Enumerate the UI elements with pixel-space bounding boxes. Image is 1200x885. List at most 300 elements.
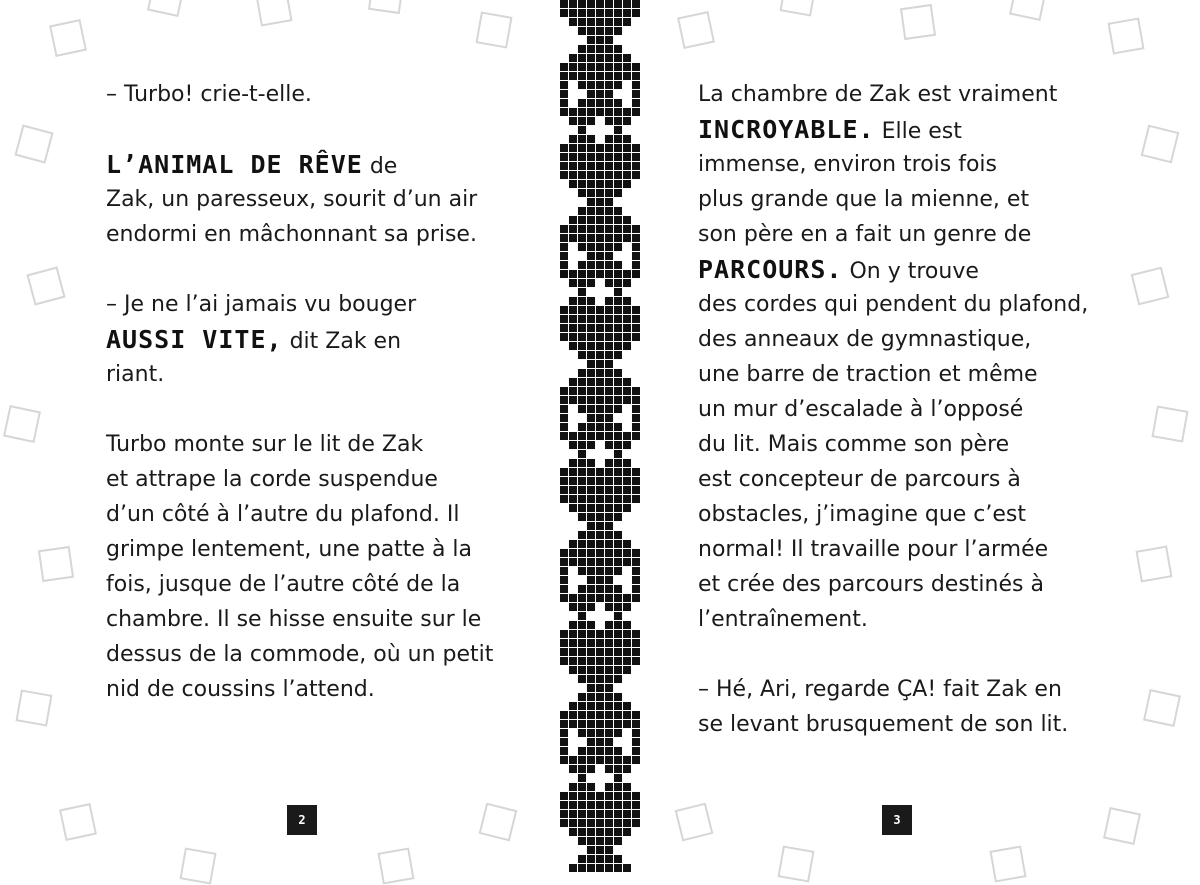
spine-pixel	[587, 63, 595, 71]
spine-pixel	[632, 648, 640, 656]
spine-pixel	[614, 657, 622, 665]
spine-pixel	[614, 540, 622, 548]
spine-pixel	[632, 720, 640, 728]
spine-pixel	[605, 504, 613, 512]
spine-pixel	[596, 243, 604, 251]
spine-pixel	[605, 108, 613, 116]
spine-pixel	[578, 162, 586, 170]
spine-pixel	[578, 477, 586, 485]
spine-pixel	[605, 45, 613, 53]
spine-pixel	[614, 243, 622, 251]
spine-pixel	[587, 171, 595, 179]
spine-pixel	[587, 810, 595, 818]
spine-pixel	[560, 585, 568, 593]
spine-pixel	[605, 270, 613, 278]
spine-pixel	[605, 162, 613, 170]
spine-pixel	[605, 180, 613, 188]
spine-pixel	[578, 495, 586, 503]
spine-pixel	[623, 594, 631, 602]
spine-pixel	[587, 531, 595, 539]
text-segment: Elle est	[874, 119, 962, 144]
spine-pixel	[596, 342, 604, 350]
spine-pixel	[569, 54, 577, 62]
spine-pixel	[587, 225, 595, 233]
text-line	[106, 287, 493, 322]
spine-pixel	[596, 423, 604, 431]
spine-pixel	[569, 810, 577, 818]
spine-pixel	[587, 81, 595, 89]
spine-pixel	[587, 324, 595, 332]
spine-pixel	[587, 180, 595, 188]
text-segment: chambre. Il se hisse ensuite sur le	[106, 607, 482, 632]
spine-pixel	[578, 774, 586, 782]
spine-pixel	[569, 270, 577, 278]
spine-pixel	[596, 693, 604, 701]
spine-pixel	[614, 837, 622, 845]
spine-pixel	[587, 621, 595, 629]
spine-pixel	[614, 567, 622, 575]
spine-pixel	[605, 216, 613, 224]
spine-pixel	[578, 603, 586, 611]
spine-pixel	[569, 387, 577, 395]
spine-pixel	[596, 81, 604, 89]
spine-pixel	[614, 99, 622, 107]
decorative-square	[179, 847, 216, 884]
spine-pixel	[605, 54, 613, 62]
spine-pixel	[605, 378, 613, 386]
spine-pixel	[623, 486, 631, 494]
text-segment: Turbo monte sur le lit de Zak	[106, 432, 424, 457]
spine-pixel	[596, 558, 604, 566]
spine-pixel	[614, 171, 622, 179]
spine-pixel	[614, 558, 622, 566]
spine-pixel	[614, 675, 622, 683]
spine-pixel	[632, 144, 640, 152]
text-line	[698, 532, 1088, 567]
text-line	[698, 287, 1088, 322]
spine-pixel	[605, 549, 613, 557]
spine-pixel	[578, 486, 586, 494]
text-line	[698, 147, 1088, 182]
decorative-square	[779, 0, 816, 17]
spine-pixel	[587, 783, 595, 791]
spine-pixel	[587, 477, 595, 485]
spine-pixel	[605, 522, 613, 530]
spine-pixel	[614, 459, 622, 467]
spine-pixel	[623, 468, 631, 476]
spine-pixel	[632, 306, 640, 314]
spine-pixel	[605, 729, 613, 737]
spine-pixel	[596, 855, 604, 863]
spine-pixel	[596, 756, 604, 764]
spine-pixel	[560, 432, 568, 440]
spine-pixel	[578, 189, 586, 197]
spine-pixel	[632, 495, 640, 503]
spine-pixel	[578, 585, 586, 593]
spine-pixel	[632, 72, 640, 80]
spine-pixel	[560, 333, 568, 341]
spine-pixel	[569, 18, 577, 26]
spine-pixel	[569, 504, 577, 512]
spine-pixel	[596, 234, 604, 242]
spine-pixel	[596, 594, 604, 602]
spine-pixel	[560, 99, 568, 107]
spine-pixel	[632, 396, 640, 404]
text-segment: fois, jusque de l’autre côté de la	[106, 572, 461, 597]
spine-pixel	[614, 765, 622, 773]
spine-pixel	[560, 234, 568, 242]
decorative-square	[368, 0, 404, 14]
spine-pixel	[614, 756, 622, 764]
text-segment: son père en a fait un genre de	[698, 222, 1032, 247]
spine-pixel	[605, 657, 613, 665]
spine-pixel	[578, 450, 586, 458]
spine-pixel	[623, 135, 631, 143]
spine-pixel	[632, 171, 640, 179]
spine-pixel	[632, 153, 640, 161]
spine-pixel	[632, 252, 640, 260]
spine-pixel	[587, 756, 595, 764]
spine-pixel	[560, 324, 568, 332]
spine-pixel	[605, 9, 613, 17]
spine-pixel	[587, 540, 595, 548]
spine-pixel	[587, 162, 595, 170]
spine-pixel	[614, 324, 622, 332]
spine-pixel	[632, 234, 640, 242]
spine-pixel	[623, 792, 631, 800]
spine-pixel	[605, 396, 613, 404]
text-line	[106, 147, 493, 182]
spine-pixel	[578, 675, 586, 683]
text-segment: La chambre de Zak est vraiment	[698, 82, 1058, 107]
spine-pixel	[587, 135, 595, 143]
decorative-square	[26, 266, 65, 305]
spine-pixel	[578, 531, 586, 539]
spine-pixel	[605, 738, 613, 746]
spine-pixel	[578, 423, 586, 431]
decorative-square	[377, 847, 414, 884]
spine-pixel	[569, 756, 577, 764]
text-segment: On y trouve	[842, 259, 979, 284]
spine-pixel	[632, 630, 640, 638]
decorative-square	[255, 0, 292, 27]
spine-pixel	[605, 189, 613, 197]
spine-pixel	[614, 819, 622, 827]
spine-pixel	[614, 216, 622, 224]
spine-pixel	[578, 405, 586, 413]
spine-pixel	[614, 18, 622, 26]
spine-pixel	[578, 459, 586, 467]
spine-pixel	[578, 54, 586, 62]
decorative-square	[59, 803, 97, 841]
spine-pixel	[587, 342, 595, 350]
spine-pixel	[605, 711, 613, 719]
spine-pixel	[587, 153, 595, 161]
spine-pixel	[605, 513, 613, 521]
text-segment: – Hé, Ari, regarde ÇA! fait Zak en	[698, 677, 1062, 702]
text-segment: endormi en mâchonnant sa prise.	[106, 222, 477, 247]
spine-pixel	[596, 27, 604, 35]
decorative-square	[1143, 689, 1181, 727]
spine-pixel	[623, 54, 631, 62]
spine-pixel	[614, 405, 622, 413]
spine-pixel	[587, 684, 595, 692]
spine-pixel	[569, 297, 577, 305]
spine-pixel	[632, 729, 640, 737]
decorative-square	[1009, 0, 1047, 21]
spine-pixel	[605, 306, 613, 314]
spine-pixel	[605, 783, 613, 791]
spine-pixel	[578, 81, 586, 89]
spine-pixel	[596, 198, 604, 206]
spine-pixel	[587, 459, 595, 467]
spine-pixel	[605, 135, 613, 143]
spine-pixel	[614, 144, 622, 152]
page-number: 2	[287, 805, 317, 835]
spine-pixel	[578, 657, 586, 665]
spine-pixel	[605, 315, 613, 323]
spine-pixel	[632, 657, 640, 665]
spine-pixel	[596, 846, 604, 854]
spine-pixel	[578, 369, 586, 377]
spine-pixel	[578, 135, 586, 143]
spine-pixel	[623, 63, 631, 71]
spine-pixel	[596, 324, 604, 332]
spine-pixel	[587, 54, 595, 62]
spine-pixel	[578, 441, 586, 449]
spine-pixel	[587, 198, 595, 206]
spine-pixel	[569, 315, 577, 323]
spine-pixel	[605, 225, 613, 233]
spine-pixel	[596, 729, 604, 737]
spine-pixel	[623, 864, 631, 872]
spine-pixel	[632, 468, 640, 476]
spine-pixel	[605, 432, 613, 440]
spine-pixel	[587, 720, 595, 728]
spine-pixel	[614, 486, 622, 494]
spine-pixel	[614, 81, 622, 89]
left-page	[0, 0, 560, 872]
spine-pixel	[605, 540, 613, 548]
spine-pixel	[605, 702, 613, 710]
spine-pixel	[578, 837, 586, 845]
spine-pixel	[578, 558, 586, 566]
spine-pixel	[623, 279, 631, 287]
spine-pixel	[578, 351, 586, 359]
decorative-square	[147, 0, 185, 17]
spine-pixel	[605, 846, 613, 854]
spine-pixel	[632, 9, 640, 17]
spine-pixel	[587, 549, 595, 557]
spine-pixel	[605, 585, 613, 593]
text-segment: obstacles, j’imagine que c’est	[698, 502, 1027, 527]
text-segment: dit Zak en	[282, 329, 402, 354]
spine-pixel	[569, 594, 577, 602]
spine-pixel	[605, 666, 613, 674]
spine-pixel	[623, 630, 631, 638]
spine-pixel	[596, 540, 604, 548]
spine-pixel	[560, 108, 568, 116]
spine-pixel	[578, 432, 586, 440]
spine-pixel	[587, 423, 595, 431]
spine-pixel	[596, 702, 604, 710]
spine-pixel	[623, 639, 631, 647]
spine-pixel	[569, 117, 577, 125]
spine-pixel	[587, 711, 595, 719]
spine-pixel	[578, 513, 586, 521]
spine-pixel	[596, 675, 604, 683]
text-segment: grimpe lentement, une patte à la	[106, 537, 473, 562]
spine-pixel	[578, 270, 586, 278]
spine-pixel	[614, 153, 622, 161]
text-segment: des cordes qui pendent du plafond,	[698, 292, 1089, 317]
decorative-square	[1131, 267, 1170, 306]
spine-pixel	[596, 9, 604, 17]
spine-pixel	[605, 576, 613, 584]
spine-pixel	[605, 243, 613, 251]
spine-pixel	[587, 414, 595, 422]
spine-pixel	[623, 459, 631, 467]
pixel-emphasis-text: INCROYABLE.	[698, 115, 875, 144]
spine-pixel	[578, 207, 586, 215]
text-line	[698, 602, 1088, 637]
spine-pixel	[614, 441, 622, 449]
spine-pixel	[587, 702, 595, 710]
spine-pixel	[614, 306, 622, 314]
spine-pixel	[614, 729, 622, 737]
spine-pixel	[587, 819, 595, 827]
spine-pixel	[632, 819, 640, 827]
spine-pixel	[596, 828, 604, 836]
text-line	[106, 77, 493, 112]
spine-pixel	[596, 171, 604, 179]
spine-pixel	[605, 459, 613, 467]
spine-pixel	[569, 72, 577, 80]
spine-pixel	[623, 180, 631, 188]
spine-pixel	[596, 36, 604, 44]
spine-pixel	[569, 171, 577, 179]
spine-pixel	[623, 225, 631, 233]
spine-pixel	[569, 324, 577, 332]
spine-pixel	[578, 747, 586, 755]
spine-pixel	[614, 513, 622, 521]
spine-pixel	[614, 864, 622, 872]
spine-pixel	[596, 576, 604, 584]
spine-pixel	[560, 810, 568, 818]
spine-pixel	[560, 729, 568, 737]
spine-pixel	[605, 297, 613, 305]
spine-pixel	[632, 423, 640, 431]
spine-pixel	[632, 585, 640, 593]
spine-pixel	[560, 630, 568, 638]
spine-pixel	[578, 180, 586, 188]
spine-pixel	[587, 333, 595, 341]
spine-pixel	[623, 72, 631, 80]
spine-pixel	[578, 693, 586, 701]
spine-pixel	[605, 63, 613, 71]
spine-pixel	[614, 549, 622, 557]
spine-pixel	[596, 504, 604, 512]
spine-pixel	[596, 522, 604, 530]
spine-pixel	[587, 729, 595, 737]
spine-pixel	[605, 567, 613, 575]
spine-pixel	[587, 765, 595, 773]
text-line	[698, 182, 1088, 217]
spine-pixel	[614, 621, 622, 629]
spine-pixel	[596, 270, 604, 278]
spine-pixel	[632, 567, 640, 575]
spine-pixel	[578, 324, 586, 332]
spine-pixel	[605, 414, 613, 422]
blank-line	[106, 252, 493, 287]
spine-pixel	[605, 648, 613, 656]
spine-pixel	[605, 765, 613, 773]
spine-pixel	[587, 234, 595, 242]
spine-pixel	[623, 324, 631, 332]
spine-pixel	[587, 27, 595, 35]
spine-pixel	[614, 261, 622, 269]
text-line	[698, 497, 1088, 532]
spine-pixel	[605, 477, 613, 485]
spine-pixel	[596, 567, 604, 575]
spine-pixel	[560, 171, 568, 179]
spine-pixel	[560, 261, 568, 269]
spine-pixel	[605, 720, 613, 728]
spine-pixel	[560, 9, 568, 17]
spine-pixel	[614, 135, 622, 143]
spine-pixel	[623, 144, 631, 152]
spine-pixel	[587, 0, 595, 8]
spine-pixel	[623, 108, 631, 116]
spine-pixel	[587, 675, 595, 683]
spine-pixel	[560, 639, 568, 647]
spine-pixel	[623, 315, 631, 323]
spine-pixel	[632, 711, 640, 719]
spine-pixel	[578, 828, 586, 836]
spine-pixel	[614, 288, 622, 296]
spine-pixel	[623, 801, 631, 809]
decorative-square	[3, 405, 41, 443]
spine-pixel	[632, 738, 640, 746]
text-line	[106, 497, 493, 532]
spine-pixel	[623, 0, 631, 8]
decorative-square	[989, 845, 1026, 882]
spine-pixel	[614, 369, 622, 377]
spine-pixel	[596, 837, 604, 845]
spine-pixel	[596, 648, 604, 656]
spine-pixel	[605, 531, 613, 539]
spine-pixel	[632, 432, 640, 440]
spine-pixel	[578, 261, 586, 269]
spine-pixel	[569, 558, 577, 566]
text-line	[698, 462, 1088, 497]
text-line	[106, 217, 493, 252]
spine-pixel	[587, 738, 595, 746]
spine-pixel	[578, 27, 586, 35]
text-segment: d’un côté à l’autre du plafond. Il	[106, 502, 460, 527]
spine-pixel	[569, 459, 577, 467]
spine-pixel	[569, 486, 577, 494]
spine-pixel	[578, 756, 586, 764]
spine-pixel	[587, 594, 595, 602]
spine-pixel	[632, 387, 640, 395]
spine-pixel	[623, 9, 631, 17]
spine-pixel	[614, 387, 622, 395]
spine-pixel	[587, 9, 595, 17]
spine-pixel	[605, 792, 613, 800]
spine-pixel	[578, 306, 586, 314]
spine-pixel	[596, 738, 604, 746]
